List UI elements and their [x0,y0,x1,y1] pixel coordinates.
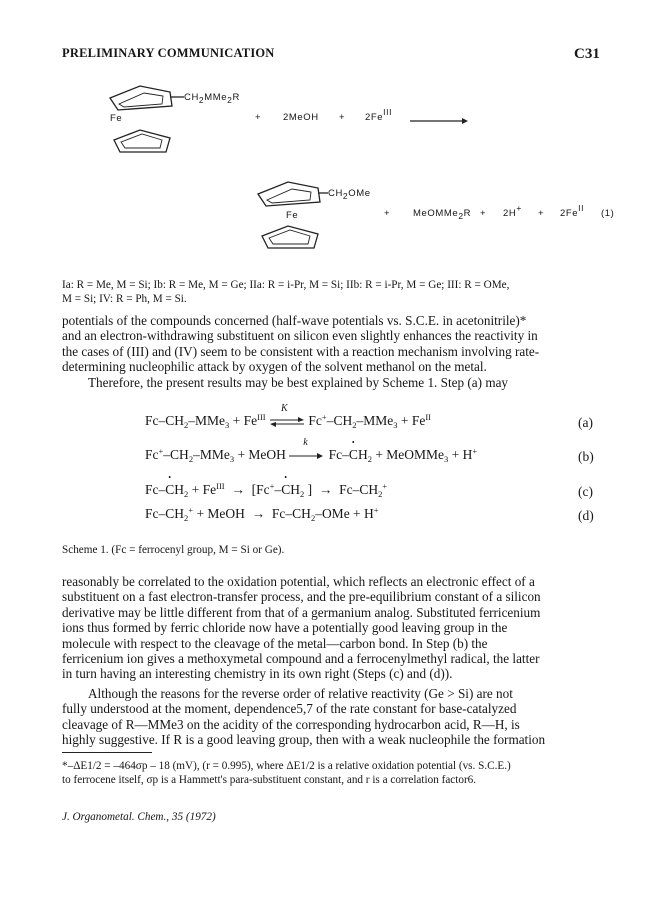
scheme-label-a: (a) [578,415,593,430]
iron-iii-reagent: $2Fe^{III}$ [365,107,393,123]
scheme-label-c: (c) [578,484,593,499]
reaction-arrow [408,116,468,126]
product-substituent: $CH_2OMe$ [328,188,371,201]
reactant-substituent: $CH_2MMe_2R$ [184,92,240,105]
plus-sign: + [255,112,262,123]
equation-number: (1) [601,208,615,219]
iron-ii-product: $2Fe^{II}$ [560,203,585,219]
journal-citation: J. Organometal. Chem., 35 (1972) [62,811,216,823]
scheme-label-b: (b) [578,449,594,464]
plus-sign: + [339,112,346,123]
footnote-rule [62,752,152,753]
paragraph-3: reasonably be correlated to the oxidation potential, which reflects an electronic effect of a substituent on a fast electron-transfer process, and the pre-equilibrium constant of a silicon derivative may be little different from that of a germanium analog. Substituted ferricenium ions thus formed by ferric chloride now have a potentially good leaving group in the molecule with respect to the cleavage of the metal—carbon bond. In Step (b) the ferricenium ion gives a methoxymetal compound and a ferrocenylmethyl radical, the latter in turn having an interesting chemistry in its own right (Steps (c) and (d)). [62,574,541,682]
product-fe-label: Fe [286,210,299,221]
methoxymetal-product: MeOMMe$_2$R [413,208,472,221]
running-head: PRELIMINARY COMMUNICATION [62,46,275,60]
plus-sign: + [480,208,487,219]
scheme-label-d: (d) [578,508,594,523]
proton-product: 2H+ [503,203,522,219]
plus-sign: + [538,208,545,219]
scheme-step-d: $Fc-CH_2^+$ + MeOH → $Fc-CH_2$–OMe + H+ [145,505,379,523]
scheme-step-c: Fc–• $CH_2 + Fe^{III}$ → [Fc+–• $CH_2$ ] → $Fc-CH_2^+$ [145,482,387,498]
paragraph-1: potentials of the compounds concerned (half-wave potentials vs. S.C.E. in acetonitrile)* and an electron-withdrawing substituent on silicon even slightly enhances the reactivity in the cases of (III) and (IV) seem to be consistent with a reaction mechanism involving rate- determining nucleophilic attack by oxygen of the solvent methanol on the metal. Therefore, the present results may be best explained by Scheme 1. Step (a) may [62,313,540,390]
footnote: *–ΔE1/2 = –464σp – 18 (mV), (r = 0.995), where ΔE1/2 is a relative oxidation potential (vs. S.C.E.) to ferrocene itself, σp is a Hammett's para-substituent constant, and r is a correlation factor6. [62,760,511,786]
compound-legend: Ia: R = Me, M = Si; Ib: R = Me, M = Ge; IIa: R = i-Pr, M = Si; IIb: R = i-Pr, M = Ge; III: R = OMe, M = Si; IV: R = Ph, M = Si. [62,279,510,305]
page-number: C31 [574,46,600,62]
plus-sign: + [384,208,391,219]
scheme-step-b: $Fc^+-CH_2-MMe_3$ + MeOH k Fc–• $CH_2$ + MeOMMe$_3$ + H+ [145,447,477,463]
scheme-caption: Scheme 1. (Fc = ferrocenyl group, M = Si or Ge). [62,544,285,556]
methanol-reagent: 2MeOH [283,112,319,123]
scheme-step-a: $Fc-CH_2-MMe_3 + Fe^{III}$ K $Fc^+-CH_2-MMe_3 + Fe^{II}$ [145,403,431,430]
paragraph-4: Although the reasons for the reverse order of relative reactivity (Ge > Si) are not fully understood at the moment, dependence5,7 of the rate constant for base-catalyzed cleavage of R—MMe3 on the acidity of the corresponding hydrocarbon acid, R—H, is highly suggestive. If R is a good leaving group, then with a weak nucleophile the formation [62,686,546,748]
reactant-fe-label: Fe [110,113,123,124]
